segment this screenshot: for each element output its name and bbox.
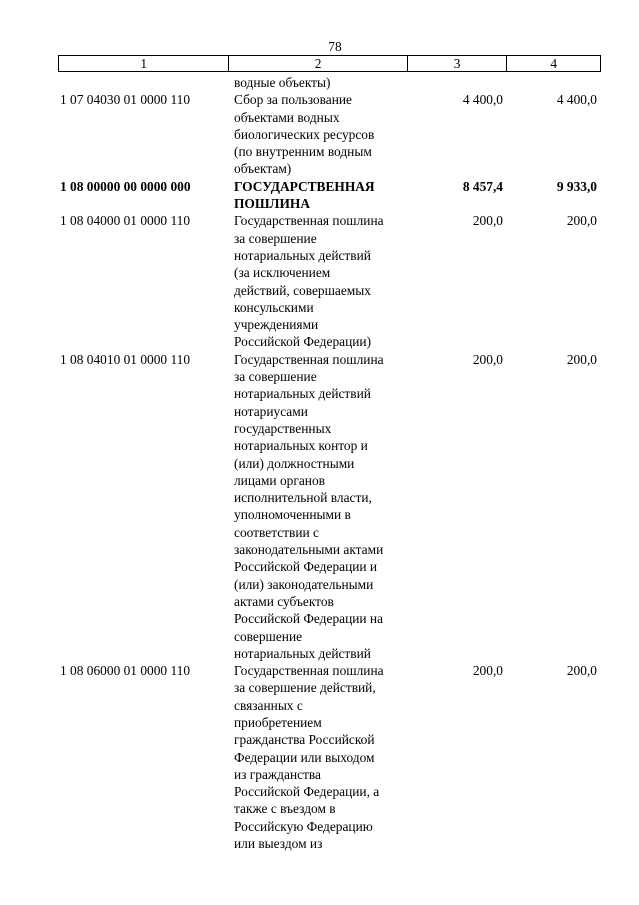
- header-cell-2: 2: [229, 56, 407, 71]
- row-name-line: Государственная пошлина: [234, 213, 384, 229]
- row-name-line: водные объекты): [234, 75, 331, 90]
- row-name-line: также с въездом в: [234, 801, 336, 817]
- row-name-line: (за исключением: [234, 265, 331, 281]
- row-name-line: приобретением: [234, 714, 322, 730]
- row-name-line: ГОСУДАРСТВЕННАЯ: [234, 178, 375, 194]
- row-name-line: Российской Федерации): [234, 334, 372, 350]
- row-name-line: нотариальных действий: [234, 247, 371, 263]
- row-name: [234, 351, 412, 662]
- table-row: [0, 662, 639, 852]
- row-name-line: биологических ресурсов: [234, 126, 375, 142]
- row-name-line: Сбор за пользование: [234, 92, 352, 108]
- row-name-line: связанных с: [234, 697, 303, 713]
- row-code: 1 07 04030 01 0000 110: [60, 92, 191, 108]
- row-name: [234, 74, 412, 91]
- row-name-line: учреждениями: [234, 317, 319, 333]
- table-row: [0, 74, 639, 91]
- row-name-line: ПОШЛИНА: [234, 196, 311, 212]
- page-number: 78: [328, 39, 342, 54]
- row-name-line: Российской Федерации на: [234, 611, 384, 627]
- row-name-line: за совершение: [234, 230, 317, 246]
- row-code: 1 08 04000 01 0000 110: [60, 213, 191, 229]
- row-name-line: соответствии с: [234, 524, 319, 540]
- row-name: [234, 178, 412, 213]
- table-row: [0, 178, 639, 213]
- table-row: [0, 212, 639, 350]
- row-code: 1 08 06000 01 0000 110: [60, 663, 191, 679]
- row-name-line: уполномоченными в: [234, 507, 351, 523]
- row-name-line: объектам): [234, 161, 292, 177]
- row-name-line: или выездом из: [234, 836, 323, 852]
- row-name-line: Государственная пошлина: [234, 663, 384, 679]
- row-value-col4: 200,0: [566, 213, 597, 229]
- row-code: 1 08 00000 00 0000 000: [60, 178, 191, 194]
- row-name-line: Российскую Федерацию: [234, 818, 373, 834]
- row-name-line: совершение: [234, 628, 303, 644]
- row-name-line: актами субъектов: [234, 593, 334, 609]
- row-name-line: за совершение действий,: [234, 680, 376, 696]
- row-name-line: Российской Федерации, а: [234, 784, 380, 800]
- row-name-line: гражданства Российской: [234, 732, 375, 748]
- row-name-line: государственных: [234, 420, 332, 436]
- row-name-line: объектами водных: [234, 109, 340, 125]
- row-value-col4: 4 400,0: [556, 92, 597, 108]
- row-name-line: нотариусами: [234, 403, 308, 419]
- row-name-line: из гражданства: [234, 766, 321, 782]
- row-value-col3: 4 400,0: [462, 92, 503, 108]
- row-name-line: лицами органов: [234, 472, 325, 488]
- row-name-line: нотариальных действий: [234, 386, 371, 402]
- row-value-col4: 200,0: [566, 663, 597, 679]
- header-cell-1: 1: [59, 56, 229, 71]
- table-row: [0, 351, 639, 662]
- row-name-line: исполнительной власти,: [234, 490, 372, 506]
- row-name-line: Федерации или выходом: [234, 749, 375, 765]
- row-name-line: нотариальных действий: [234, 645, 371, 661]
- row-name-line: Государственная пошлина: [234, 351, 384, 367]
- row-name-line: (по внутренним водным: [234, 144, 372, 160]
- row-value-col3: 200,0: [472, 213, 503, 229]
- row-name-line: Российской Федерации и: [234, 559, 378, 575]
- table-row: [0, 91, 639, 177]
- row-name-line: действий, совершаемых: [234, 282, 371, 298]
- row-value-col3: 200,0: [472, 351, 503, 367]
- header-cell-3: 3: [408, 56, 508, 71]
- row-value-col3: 200,0: [472, 663, 503, 679]
- row-name-line: (или) законодательными: [234, 576, 374, 592]
- row-value-col4: 9 933,0: [556, 178, 597, 194]
- row-name: [234, 212, 412, 350]
- row-value-col3: 8 457,4: [462, 178, 503, 194]
- row-name-line: нотариальных контор и: [234, 438, 368, 454]
- table-header-row: [58, 55, 601, 72]
- row-code: 1 08 04010 01 0000 110: [60, 351, 191, 367]
- table-body: [0, 74, 639, 852]
- row-name-line: за совершение: [234, 369, 317, 385]
- row-name: [234, 91, 412, 177]
- row-name-line: законодательными актами: [234, 542, 384, 558]
- row-name-line: консульскими: [234, 299, 314, 315]
- row-value-col4: 200,0: [566, 351, 597, 367]
- row-name-line: (или) должностными: [234, 455, 355, 471]
- header-cell-4: 4: [550, 56, 558, 71]
- row-name: [234, 662, 412, 852]
